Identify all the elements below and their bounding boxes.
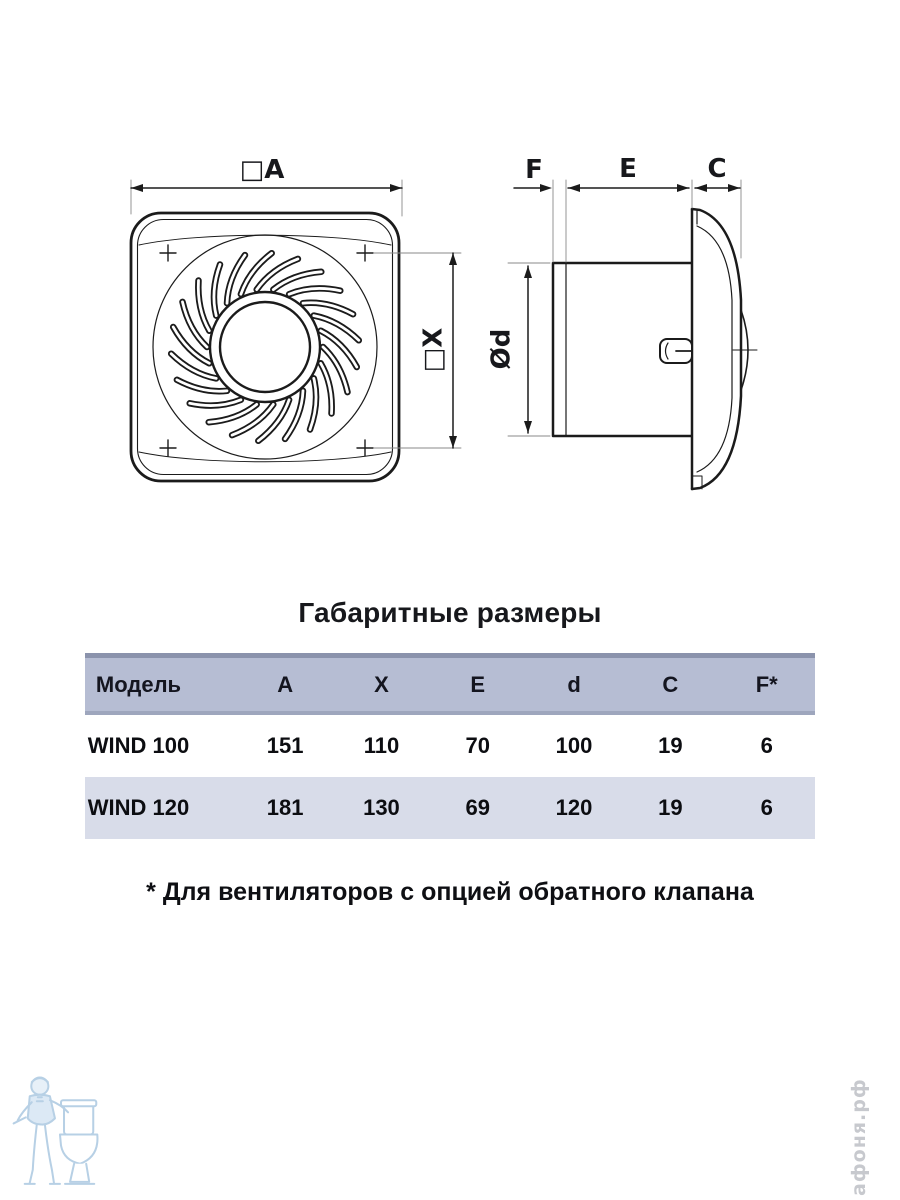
dimension-label-a: □A	[239, 155, 285, 185]
cell-e: 69	[465, 795, 490, 820]
front-view-drawing	[131, 213, 399, 481]
cell-f: 6	[760, 733, 773, 758]
cell-model: WIND 120	[87, 795, 190, 820]
table-row-wind-120	[85, 777, 815, 839]
dimension-label-d: Ød	[486, 328, 517, 370]
dimension-label-x: □X	[418, 327, 449, 373]
cell-d: 120	[555, 795, 593, 820]
side-view-drawing	[553, 209, 757, 489]
table-footnote: * Для вентиляторов с опцией обратного клапана	[146, 878, 754, 906]
header-model: Модель	[95, 671, 182, 697]
cell-d: 100	[555, 733, 593, 758]
header-d: d	[567, 671, 581, 697]
header-c: C	[662, 671, 679, 697]
cell-e: 70	[465, 733, 490, 758]
site-watermark: афоня.рф	[848, 1078, 870, 1196]
clip-detail	[660, 339, 692, 363]
cell-x: 110	[363, 733, 400, 758]
dimension-label-c: C	[707, 154, 727, 184]
table-header-row	[85, 656, 815, 714]
cell-c: 19	[658, 733, 683, 758]
header-e: E	[470, 671, 486, 697]
header-f: F*	[755, 671, 778, 697]
cell-a: 181	[266, 795, 304, 820]
dimension-drawing	[0, 0, 900, 560]
dimension-label-f: F	[525, 155, 543, 185]
cell-model: WIND 100	[87, 733, 190, 758]
table-row-wind-100	[85, 713, 815, 777]
plumber-with-toilet-icon	[6, 1070, 118, 1196]
header-a: A	[277, 671, 294, 697]
cell-a: 151	[266, 733, 304, 758]
cell-c: 19	[658, 795, 683, 820]
cell-x: 130	[363, 795, 400, 820]
dimension-label-e: E	[619, 154, 637, 184]
dimensions-table	[85, 653, 815, 839]
section-title: Габаритные размеры	[298, 597, 602, 628]
header-x: X	[374, 671, 389, 697]
cell-f: 6	[760, 795, 773, 820]
